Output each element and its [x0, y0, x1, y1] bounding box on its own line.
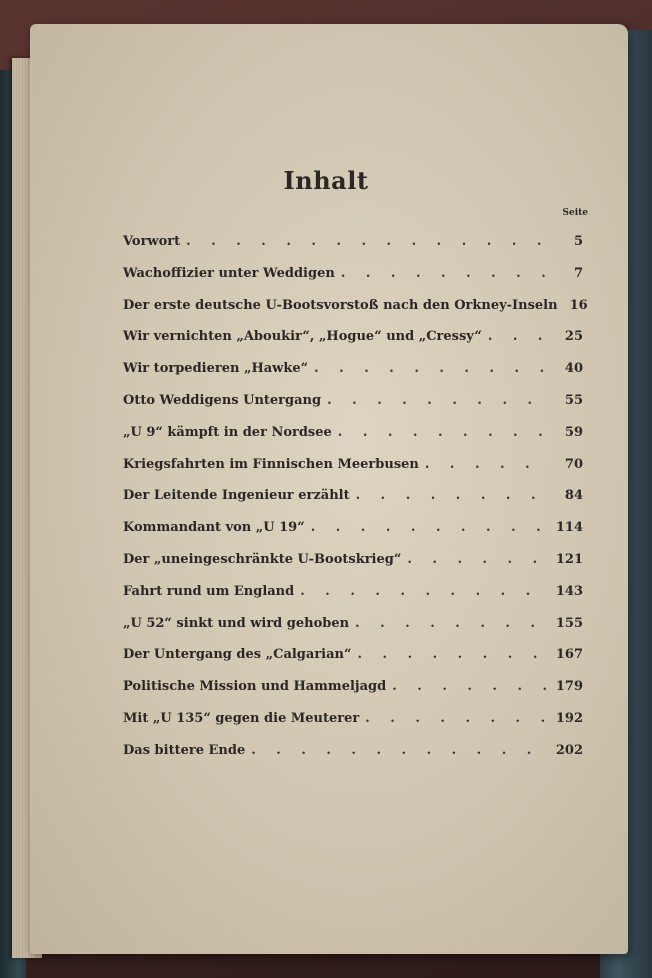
toc-dot-leader — [341, 258, 549, 290]
toc-entry — [123, 576, 583, 608]
toc-entry — [123, 385, 583, 417]
toc-dot-leader — [365, 703, 549, 735]
toc-dot-leader — [338, 417, 549, 449]
toc-dot-leader — [407, 544, 549, 576]
toc-entry-title: Wir vernichten „Aboukir“, „Hogue“ und „Cressy“ — [123, 329, 482, 345]
toc-entry-title: „U 9“ kämpft in der Nordsee — [123, 424, 332, 440]
toc-entry — [123, 321, 583, 353]
toc-dot-leader — [314, 353, 549, 385]
toc-dot-leader — [488, 321, 549, 353]
toc-dot-leader — [356, 480, 549, 512]
toc-entry — [123, 544, 583, 576]
toc-entry-page: 7 — [573, 265, 583, 281]
toc-entry-title: Mit „U 135“ gegen die Meuterer — [123, 710, 360, 726]
toc-dot-leader — [355, 608, 549, 640]
page-column-label: Seite — [562, 208, 588, 218]
toc-entry-page: 192 — [555, 710, 583, 726]
toc-entry — [123, 512, 583, 544]
toc-entry-page: 155 — [555, 615, 583, 631]
toc-entry-page: 121 — [555, 551, 583, 567]
table-of-contents — [123, 226, 588, 767]
toc-entry-page: 16 — [569, 297, 588, 313]
toc-entry-title: Wir torpedieren „Hawke“ — [123, 361, 309, 377]
toc-entry-page: 143 — [555, 583, 583, 599]
toc-dot-leader — [357, 639, 549, 671]
toc-entry-page: 84 — [564, 488, 583, 504]
toc-dot-leader — [300, 576, 549, 608]
toc-entry — [123, 671, 583, 703]
toc-entry-title: Der Untergang des „Calgarian“ — [123, 647, 352, 663]
toc-entry-title: Wachoffizier unter Weddigen — [123, 265, 335, 281]
toc-entry-page: 59 — [564, 424, 583, 440]
toc-entry-title: Kommandant von „U 19“ — [123, 520, 305, 536]
toc-entry — [123, 226, 583, 258]
toc-entry — [123, 449, 583, 481]
toc-entry-title: Der „uneingeschränkte U-Bootskrieg“ — [123, 551, 402, 567]
toc-entry — [123, 258, 583, 290]
toc-entry — [123, 639, 583, 671]
toc-entry — [123, 608, 583, 640]
toc-entry — [123, 353, 583, 385]
toc-dot-leader — [327, 385, 549, 417]
toc-entry-title: Politische Mission und Hammeljagd — [123, 679, 387, 695]
toc-entry — [123, 417, 583, 449]
toc-entry-title: Der erste deutsche U-Bootsvorstoß nach den Orkney-Inseln — [123, 297, 558, 313]
toc-entry-page: 55 — [564, 392, 583, 408]
toc-dot-leader — [425, 449, 549, 481]
toc-entry-page: 5 — [573, 234, 583, 249]
toc-dot-leader — [311, 512, 549, 544]
toc-entry-page: 114 — [555, 520, 583, 536]
toc-entry-title: Vorwort — [123, 234, 181, 249]
toc-entry — [123, 735, 583, 767]
toc-entry-page: 25 — [564, 329, 583, 345]
toc-dot-leader — [251, 735, 549, 767]
toc-entry-title: Der Leitende Ingenieur erzählt — [123, 488, 350, 504]
toc-entry-title: Fahrt rund um England — [123, 583, 295, 599]
toc-entry-page: 167 — [555, 647, 583, 663]
toc-entry — [123, 703, 583, 735]
toc-entry — [123, 290, 588, 322]
page-title: Inhalt — [283, 166, 369, 195]
toc-entry-title: Otto Weddigens Untergang — [123, 392, 322, 408]
toc-dot-leader — [392, 671, 549, 703]
toc-entry-title: Kriegsfahrten im Finnischen Meerbusen — [123, 456, 419, 472]
toc-entry-page: 179 — [555, 679, 583, 695]
toc-entry-page: 70 — [564, 456, 583, 472]
toc-entry-page: 40 — [564, 361, 583, 377]
toc-entry — [123, 480, 583, 512]
toc-entry-title: Das bittere Ende — [123, 742, 246, 758]
toc-entry-page: 202 — [555, 742, 583, 758]
toc-dot-leader — [186, 226, 549, 258]
toc-entry-title: „U 52“ sinkt und wird gehoben — [123, 615, 350, 631]
